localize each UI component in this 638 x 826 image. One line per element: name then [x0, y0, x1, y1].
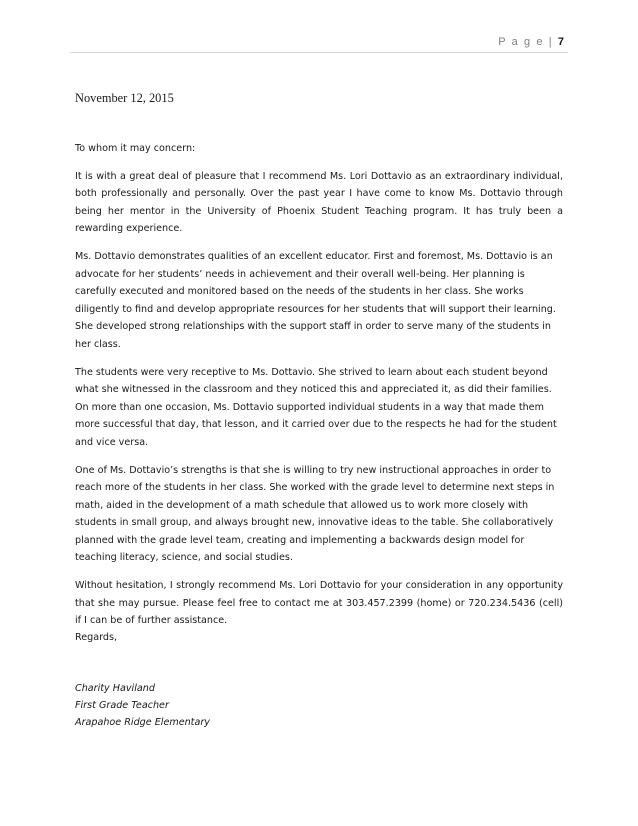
paragraph-1: It is with a great deal of pleasure that I recommend Ms. Lori Dottavio as an extraordinary individual, both professionally and personally. Over the past year I have come to know Ms. Dottavio through being her mentor in the University of Phoenix Student Teaching program. It has truly been a rewarding experience.: [75, 170, 563, 235]
signature-block: [75, 680, 210, 731]
page-separator: |: [548, 36, 554, 48]
closing: Regards,: [75, 632, 118, 643]
signer-name: Charity Haviland: [75, 683, 155, 694]
letter-date: November 12, 2015: [75, 91, 174, 105]
header-rule: [70, 52, 568, 53]
page-number: 7: [557, 36, 564, 48]
paragraph-4: One of Ms. Dottavio’s strengths is that she is willing to try new instructional approaches in order to reach more of the students in her class. She worked with the grade level to determine next steps in math, aided in the development of a math schedule that allowed us to work more closely with students in small group, and always brought new, innovative ideas to the table. She collaboratively planned with the grade level team, creating and implementing a backwards design model for teaching literacy, science, and social studies.: [75, 464, 555, 564]
paragraph-2: Ms. Dottavio demonstrates qualities of an excellent educator. First and foremost, Ms. Dottavio is an advocate for her students’ needs in achievement and their overall well-being. Her planning is carefully executed and monitored based on the needs of the students in her class. She works diligently to find and develop appropriate resources for her students that will support their learning. She developed strong relationships with the support staff in order to serve many of the students in her class.: [75, 250, 556, 350]
letter-body: [75, 140, 563, 640]
page-label: P a g e: [498, 36, 545, 48]
signer-school: Arapahoe Ridge Elementary: [75, 717, 210, 728]
salutation: To whom it may concern:: [75, 143, 196, 154]
paragraph-5: Without hesitation, I strongly recommend Ms. Lori Dottavio for your consideration in any opportunity that she may pursue. Please feel free to contact me at 303.457.2399 (home) or 720.234.5436 (cell) if I can be of further assistance.: [75, 580, 563, 627]
signer-title: First Grade Teacher: [75, 700, 169, 711]
page-header: [498, 36, 564, 48]
paragraph-3: The students were very receptive to Ms. Dottavio. She strived to learn about each student beyond what she witnessed in the classroom and they noticed this and appreciated it, as did their families. On more than one occasion, Ms. Dottavio supported individual students in a way that made them more successful that day, that lesson, and it carried over due to the respects he had for the student and vice versa.: [75, 366, 557, 448]
